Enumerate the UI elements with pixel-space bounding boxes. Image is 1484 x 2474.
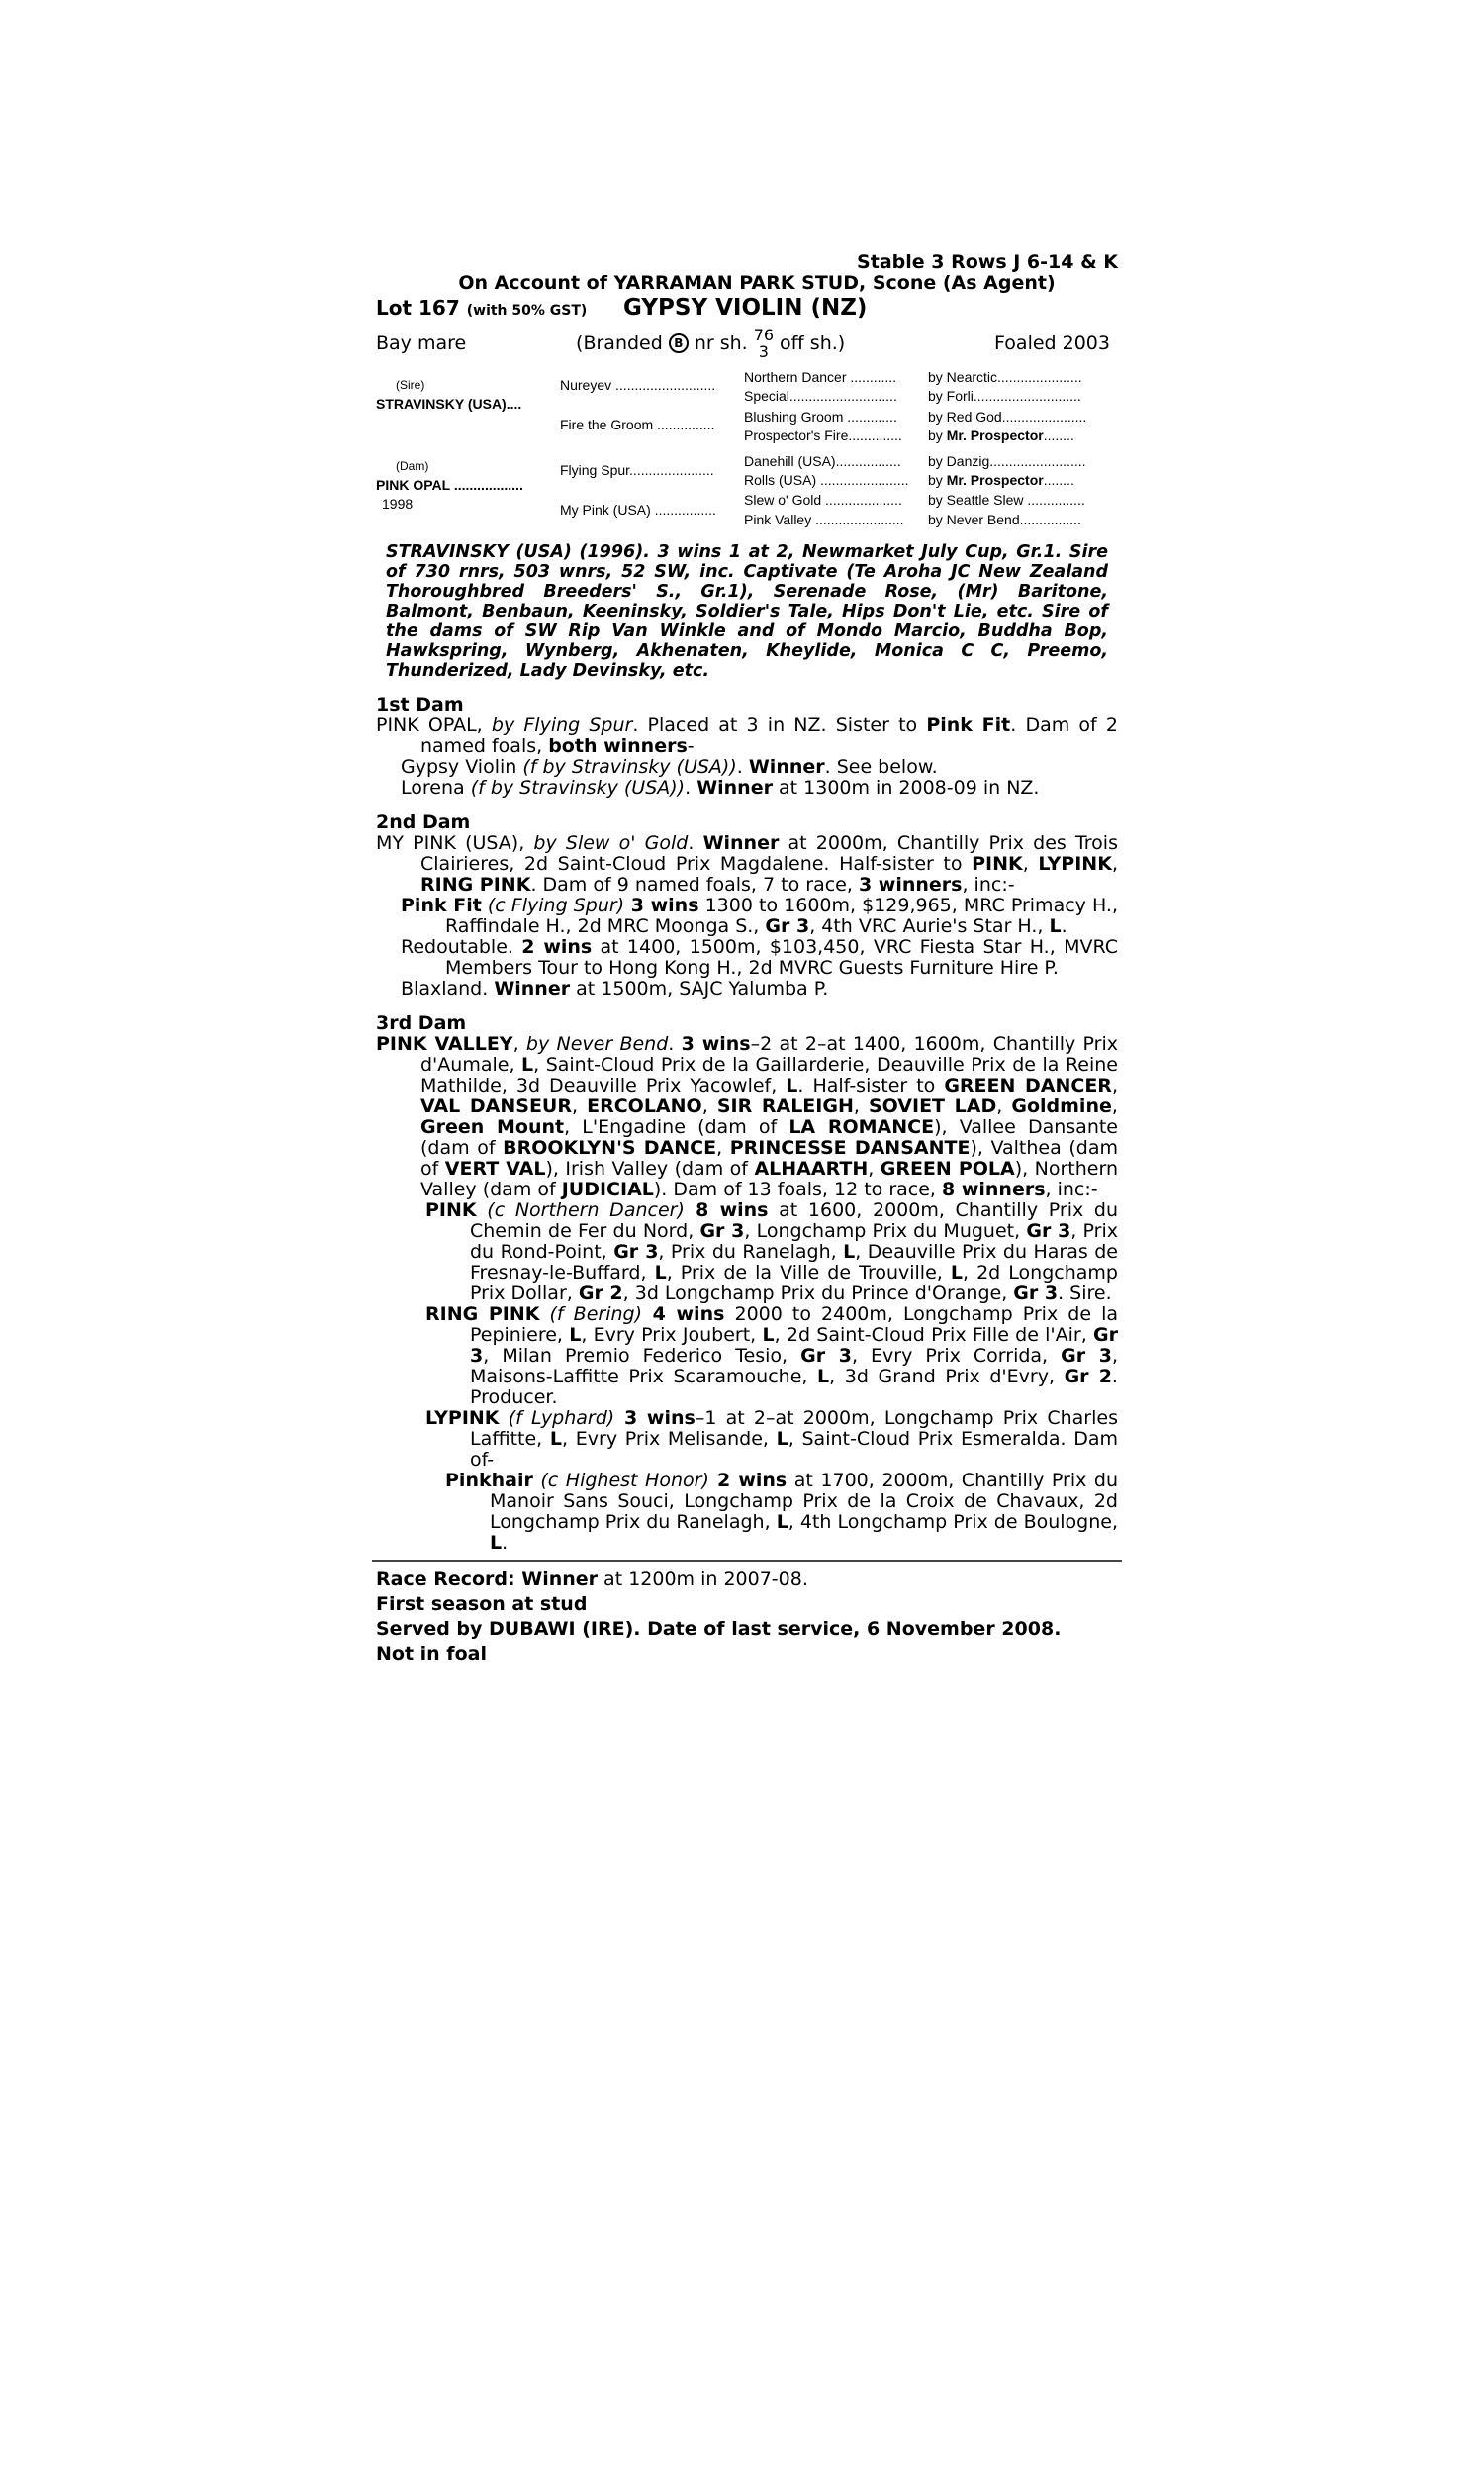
foal-entry: RING PINK (f Bering) 4 wins 2000 to 2400m, Longchamp Prix de la Pepiniere, L, Evry Prix Joubert, L, 2d Saint-Cloud Prix Fille de l'Air, Gr 3, Milan Premio Federico Tesio, Gr 3, Evry Prix Corrida, Gr 3, Maisons-Laffitte Prix Scaramouche, L, 3d Grand Prix d'Evry, Gr 2. Producer. bbox=[425, 1303, 1119, 1408]
dam-name: PINK OPAL .................. bbox=[376, 477, 523, 493]
pedigree-ggg3: by Red God...................... bbox=[928, 409, 1087, 425]
pedigree-gg7: Slew o' Gold .................... bbox=[744, 492, 902, 508]
pedigree-ggg6: by Mr. Prospector........ bbox=[928, 472, 1074, 488]
pedigree-gg8: Pink Valley ....................... bbox=[744, 512, 904, 527]
foal-entry: Lorena (f by Stravinsky (USA)). Winner at 1300m in 2008-09 in NZ. bbox=[401, 777, 1040, 799]
footer bbox=[376, 1570, 1118, 1665]
dam-label: (Dam) bbox=[396, 459, 429, 473]
pedigree-g2: Fire the Groom ............... bbox=[560, 417, 715, 432]
pedigree-ggg4: by Mr. Prospector........ bbox=[928, 428, 1074, 443]
dam-year: 1998 bbox=[382, 496, 414, 512]
foal-entry: Blaxland. Winner at 1500m, SAJC Yalumba P. bbox=[401, 978, 829, 999]
sire-label: (Sire) bbox=[396, 378, 425, 392]
pedigree-gg1: Northern Dancer ............ bbox=[744, 369, 897, 385]
foal-entry: LYPINK (f Lyphard) 3 wins–1 at 2–at 2000m, Longchamp Prix Charles Laffitte, L, Evry Prix Melisande, L, Saint-Cloud Prix Esmeralda. Dam of- bbox=[425, 1407, 1118, 1471]
gst-note: (with 50% GST) bbox=[466, 303, 588, 319]
pedigree-ggg2: by Forli............................ bbox=[928, 388, 1081, 404]
pedigree-g1: Nureyev .......................... bbox=[560, 377, 716, 393]
pedigree-ggg5: by Danzig......................... bbox=[928, 453, 1086, 469]
pedigree-ggg7: by Seattle Slew ............... bbox=[928, 492, 1085, 508]
third-dam-text: PINK VALLEY, by Never Bend. 3 wins–2 at 2–at 1400, 1600m, Chantilly Prix d'Aumale, L, Saint-Cloud Prix de la Gaillarderie, Deauville Prix de la Reine Mathilde, 3d Deauville Prix Yacowlef, L. Half-sister to GREEN DANCER, VAL DANSEUR, ERCOLANO, SIR RALEIGH, SOVIET LAD, Goldmine, Green Mount, L'Engadine (dam of LA ROMANCE), Vallee Dansante (dam of BROOKLYN'S DANCE, PRINCESSE DANSANTE), Valthea (dam of VERT VAL), Irish Valley (dam of ALHAARTH, GREEN POLA), Northern Valley (dam of JUDICIAL). Dam of 13 foals, 12 to race, 8 winners, inc:- bbox=[376, 1033, 1118, 1200]
second-dam-heading: 2nd Dam bbox=[376, 811, 471, 833]
pedigree-gg6: Rolls (USA) ....................... bbox=[744, 472, 909, 488]
divider bbox=[372, 1560, 1122, 1562]
catalogue-page bbox=[376, 252, 1118, 1668]
foal-status: Not in foal bbox=[376, 1643, 487, 1665]
foaled-year: Foaled 2003 bbox=[994, 332, 1110, 354]
pedigree-g4: My Pink (USA) ................ bbox=[560, 502, 716, 518]
brand-number: 76 3 bbox=[753, 326, 775, 361]
lot-number: Lot 167 (with 50% GST) bbox=[376, 296, 588, 320]
first-season: First season at stud bbox=[376, 1593, 588, 1615]
stable-location: Stable 3 Rows J 6-14 & K bbox=[857, 251, 1118, 273]
horse-info bbox=[376, 324, 1118, 363]
pedigree-gg3: Blushing Groom ............. bbox=[744, 409, 897, 425]
pedigree-g3: Flying Spur...................... bbox=[560, 462, 714, 478]
brand-mark-icon: B bbox=[669, 333, 689, 353]
race-record: Race Record: Winner at 1200m in 2007-08. bbox=[376, 1569, 808, 1590]
vendor-account: On Account of YARRAMAN PARK STUD, Scone (As Agent) bbox=[458, 272, 1056, 294]
pedigree-gg5: Danehill (USA)................. bbox=[744, 453, 901, 469]
pedigree-ggg1: by Nearctic...................... bbox=[928, 369, 1082, 385]
foal-entry: Redoutable. 2 wins at 1400, 1500m, $103,450, VRC Fiesta Star H., MVRC Members Tour to Hong Kong H., 2d MVRC Guests Furniture Hire P. bbox=[401, 936, 1118, 979]
foal-entry: Pinkhair (c Highest Honor) 2 wins at 1700, 2000m, Chantilly Prix du Manoir Sans Souci, Longchamp Prix de la Croix de Chavaux, 2d Longchamp Prix du Ranelagh, L, 4th Longchamp Prix de Boulogne, L. bbox=[445, 1470, 1119, 1554]
pedigree-ggg8: by Never Bend................ bbox=[928, 512, 1081, 527]
pedigree-gg2: Special............................ bbox=[744, 388, 897, 404]
foal-entry: PINK (c Northern Dancer) 8 wins at 1600, 2000m, Chantilly Prix du Chemin de Fer du Nord, Gr 3, Longchamp Prix du Muguet, Gr 3, Prix du Rond-Point, Gr 3, Prix du Ranelagh, L, Deauville Prix du Haras de Fresnay-le-Buffard, L, Prix de la Ville de Trouville, L, 2d Longchamp Prix Dollar, Gr 2, 3d Longchamp Prix du Prince d'Orange, Gr 3. Sire. bbox=[425, 1199, 1118, 1304]
first-dam-text: PINK OPAL, by Flying Spur. Placed at 3 in NZ. Sister to Pink Fit. Dam of 2 named foals, both winners- bbox=[376, 714, 1118, 757]
brand-info: (Branded B nr sh. 76 3 off sh.) bbox=[576, 326, 846, 361]
first-dam-heading: 1st Dam bbox=[376, 694, 464, 715]
service-info: Served by DUBAWI (IRE). Date of last service, 6 November 2008. bbox=[376, 1618, 1062, 1640]
horse-name: GYPSY VIOLIN (NZ) bbox=[623, 295, 868, 321]
horse-sex: Bay mare bbox=[376, 332, 467, 354]
foal-entry: Pink Fit (c Flying Spur) 3 wins 1300 to 1600m, $129,965, MRC Primacy H., Raffindale H., 2d MRC Moonga S., Gr 3, 4th VRC Aurie's Star H., L. bbox=[401, 895, 1118, 937]
foal-entry: Gypsy Violin (f by Stravinsky (USA)). Winner. See below. bbox=[401, 756, 938, 778]
pedigree-gg4: Prospector's Fire.............. bbox=[744, 428, 902, 443]
sire-summary: STRAVINSKY (USA) (1996). 3 wins 1 at 2, Newmarket July Cup, Gr.1. Sire of 730 rnrs, 503 wnrs, 52 SW, inc. Captivate (Te Aroha JC New Zealand Thoroughbred Breeders' S., Gr.1), Serenade Rose, (Mr) Baritone, Balmont, Benbaun, Keeninsky, Soldier's Tale, Hips Don't Lie, etc. Sire of the dams of SW Rip Van Winkle and of Mondo Marcio, Buddha Bop, Hawkspring, Wynberg, Akhenaten, Kheylide, Monica C C, Preemo, Thunderized, Lady Devinsky, etc. bbox=[386, 542, 1108, 681]
third-dam-heading: 3rd Dam bbox=[376, 1012, 467, 1034]
pedigree-table bbox=[376, 367, 1118, 530]
lot-line bbox=[376, 295, 1118, 322]
second-dam-text: MY PINK (USA), by Slew o' Gold. Winner at 2000m, Chantilly Prix des Trois Clairieres, 2d Saint-Cloud Prix Magdalene. Half-sister to PINK, LYPINK, RING PINK. Dam of 9 named foals, 7 to race, 3 winners, inc:- bbox=[376, 832, 1118, 896]
sire-name: STRAVINSKY (USA).... bbox=[376, 396, 522, 412]
